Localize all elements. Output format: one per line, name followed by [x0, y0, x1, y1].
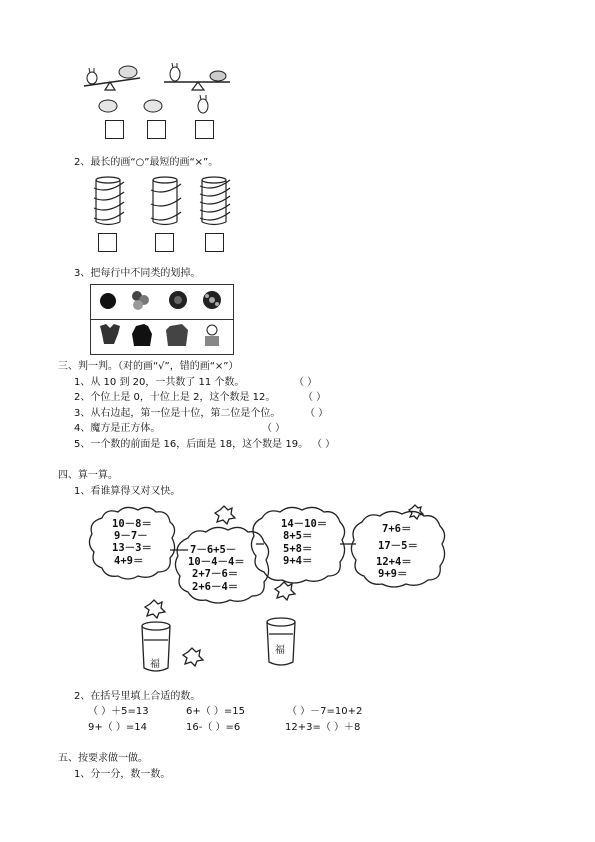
section-5-sub1: 1、分一分，数一数。 — [74, 769, 171, 780]
cloud-3-line-4: 9+4＝ — [283, 555, 313, 567]
judge-answer-2[interactable]: （ ） — [303, 392, 327, 403]
fortune-jars-figure — [136, 614, 316, 676]
fill-2-2[interactable]: 16-（ ）=6 — [186, 722, 241, 733]
question-3-label: 3、把每行中不同类的划掉。 — [74, 268, 201, 279]
judge-answer-3[interactable]: （ ） — [305, 408, 329, 419]
fill-1-3[interactable]: （ ）－7=10+2 — [287, 706, 363, 717]
answer-box[interactable] — [205, 233, 224, 252]
cloud-4-line-2: 17－5＝ — [378, 540, 418, 552]
cloud-2-line-2: 10－4－4＝ — [188, 556, 245, 568]
rope-wrapped-cylinders-figure — [92, 174, 232, 228]
judge-answer-1[interactable]: （ ） — [294, 377, 318, 388]
judge-item-5: 5、一个数的前面是 16，后面是 18，这个数是 19。 — [74, 439, 309, 450]
section-3-title: 三、判一判。（对的画“√”，错的画“×”） — [58, 361, 239, 372]
balls-and-clothes-figure — [92, 286, 232, 352]
judge-answer-5[interactable]: （ ） — [312, 439, 336, 450]
cloud-3-line-1: 14－10＝ — [281, 518, 328, 530]
question-2-label: 2、最长的画“○”最短的画“×”。 — [74, 157, 219, 168]
cloud-1-line-4: 4+9＝ — [114, 555, 144, 567]
section-4-sub2: 2、在括号里填上合适的数。 — [74, 691, 201, 702]
judge-item-2: 2、个位上是 0，十位上是 2，这个数是 12。 — [74, 392, 276, 403]
cloud-2-line-1: 7－6+5－ — [190, 544, 237, 556]
cloud-1-line-1: 10－8＝ — [112, 518, 152, 530]
cloud-4-line-1: 7+6＝ — [382, 523, 412, 535]
jar-1-char: 福 — [150, 659, 160, 670]
answer-box[interactable] — [105, 120, 124, 139]
cloud-4-line-3: 12+4＝ — [376, 556, 412, 568]
judge-item-3: 3、从右边起，第一位是十位，第二位是个位。 — [74, 408, 281, 419]
fill-2-3[interactable]: 12+3=（ ）＋8 — [285, 722, 361, 733]
cloud-1-line-2: 9－7－ — [114, 530, 148, 542]
judge-item-1: 1、从 10 到 20，一共数了 11 个数。 — [74, 377, 245, 388]
fill-1-2[interactable]: 6+（ ）=15 — [186, 706, 246, 717]
seesaw-figure — [80, 62, 240, 120]
answer-box[interactable] — [195, 120, 214, 139]
judge-item-4: 4、魔方是正方体。 — [74, 423, 161, 434]
judge-answer-4[interactable]: （ ） — [262, 423, 286, 434]
answer-box[interactable] — [98, 233, 117, 252]
jar-2-char: 福 — [275, 645, 285, 656]
cloud-4-line-4: 9+9＝ — [378, 568, 408, 580]
section-4-sub1: 1、看谁算得又对又快。 — [74, 486, 181, 497]
cloud-1-line-3: 13－3＝ — [112, 542, 152, 554]
cloud-2-line-4: 2+6－4＝ — [192, 581, 239, 593]
fill-2-1[interactable]: 9+（ ）=14 — [88, 722, 148, 733]
answer-box[interactable] — [147, 120, 166, 139]
section-4-title: 四、算一算。 — [58, 470, 118, 481]
cloud-2-line-3: 2+7－6＝ — [192, 568, 239, 580]
fill-1-1[interactable]: （ ）＋5=13 — [88, 706, 149, 717]
section-5-title: 五、按要求做一做。 — [58, 753, 148, 764]
cloud-3-line-3: 5+8＝ — [283, 543, 313, 555]
cloud-3-line-2: 8+5＝ — [283, 530, 313, 542]
answer-box[interactable] — [155, 233, 174, 252]
